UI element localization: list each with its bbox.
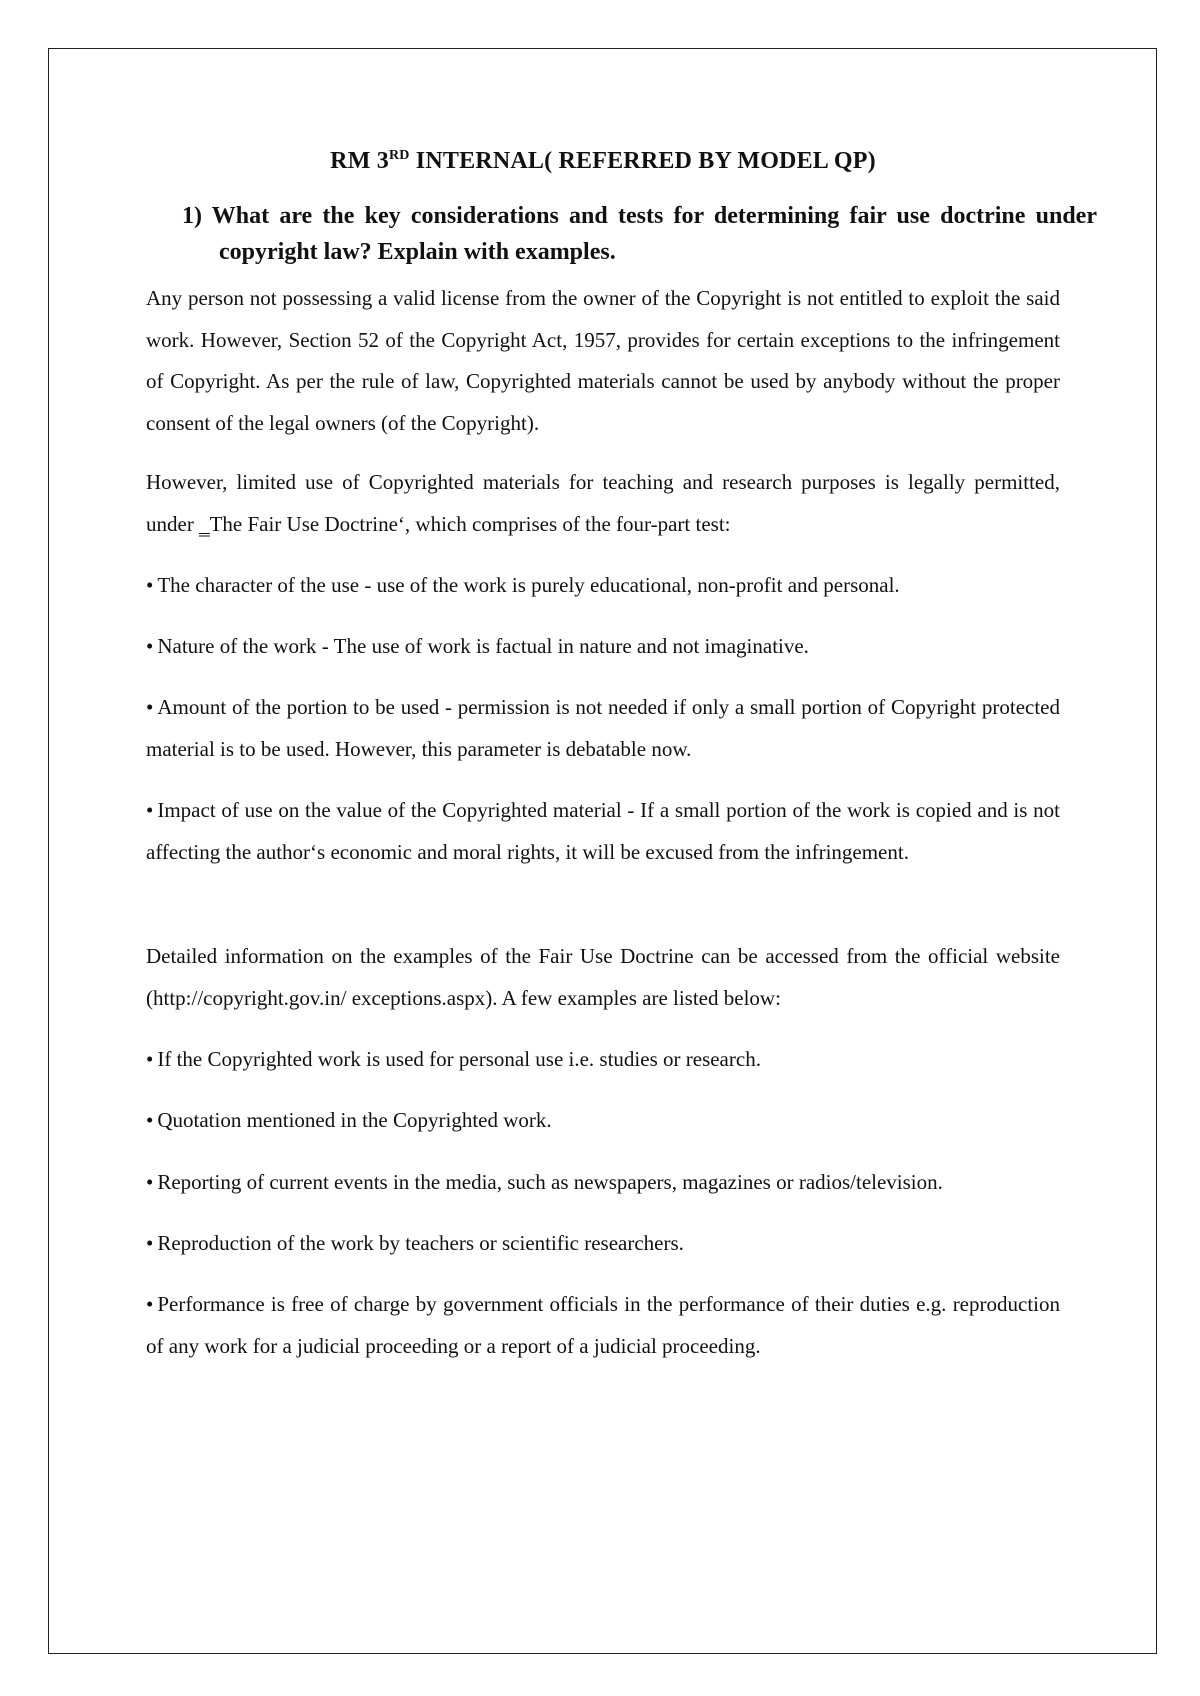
test-item-text: Nature of the work - The use of work is factual in nature and not imaginative.	[157, 634, 809, 658]
paragraph-examples-intro: Detailed information on the examples of the Fair Use Doctrine can be accessed from the official website (http://copyright.gov.in/ exceptions.aspx). A few examples are listed below:	[146, 944, 1060, 1010]
example-item-text: Performance is free of charge by government officials in the performance of their duties e.g. reproduction of any work for a judicial proceeding or a report of a judicial proceeding.	[146, 1292, 1060, 1358]
paragraph-fair-use: However, limited use of Copyrighted materials for teaching and research purposes is legally permitted, under ‗The Fair Use Doctrine‘, which comprises of the four-part test:	[146, 470, 1060, 536]
test-item-text: The character of the use - use of the work is purely educational, non-profit and personal.	[157, 573, 900, 597]
paragraph-intro: Any person not possessing a valid license from the owner of the Copyright is not entitled to exploit the said work. However, Section 52 of the Copyright Act, 1957, provides for certain exceptions to the infringement of Copyright. As per the rule of law, Copyrighted materials cannot be used by anybody without the proper consent of the legal owners (of the Copyright).	[146, 286, 1060, 435]
bullet-icon: •	[146, 634, 154, 658]
example-item	[146, 1039, 1060, 1081]
test-item	[146, 687, 1060, 770]
example-item-text: Reporting of current events in the media, such as newspapers, magazines or radios/television.	[157, 1170, 943, 1194]
example-item	[146, 1100, 1060, 1142]
title-superscript: RD	[388, 148, 410, 163]
bullet-icon: •	[146, 1231, 154, 1255]
title-suffix: INTERNAL( REFERRED BY MODEL QP)	[409, 148, 876, 174]
example-item	[146, 1162, 1060, 1204]
title-prefix: RM 3	[330, 148, 389, 174]
test-item-text: Amount of the portion to be used - permission is not needed if only a small portion of Copyright protected material is to be used. However, this parameter is debatable now.	[146, 695, 1060, 761]
test-item	[146, 565, 1060, 607]
example-item	[146, 1223, 1060, 1265]
document-title	[146, 148, 1060, 175]
example-item-text: Quotation mentioned in the Copyrighted work.	[157, 1108, 552, 1132]
question-heading: 1) What are the key considerations and tests for determining fair use doctrine under copyright law? Explain with examples.	[182, 203, 1097, 265]
bullet-icon: •	[146, 1170, 154, 1194]
test-item	[146, 626, 1060, 668]
bullet-icon: •	[146, 1047, 154, 1071]
bullet-icon: •	[146, 695, 154, 719]
test-item-text: Impact of use on the value of the Copyrighted material - If a small portion of the work is copied and is not affecting the author‘s economic and moral rights, it will be excused from the infringement.	[146, 798, 1060, 864]
bullet-icon: •	[146, 1292, 154, 1316]
bullet-icon: •	[146, 1108, 154, 1132]
bullet-icon: •	[146, 573, 154, 597]
example-item	[146, 1284, 1060, 1367]
example-item-text: Reproduction of the work by teachers or scientific researchers.	[157, 1231, 684, 1255]
example-item-text: If the Copyrighted work is used for personal use i.e. studies or research.	[157, 1047, 761, 1071]
bullet-icon: •	[146, 798, 154, 822]
test-item	[146, 790, 1060, 873]
